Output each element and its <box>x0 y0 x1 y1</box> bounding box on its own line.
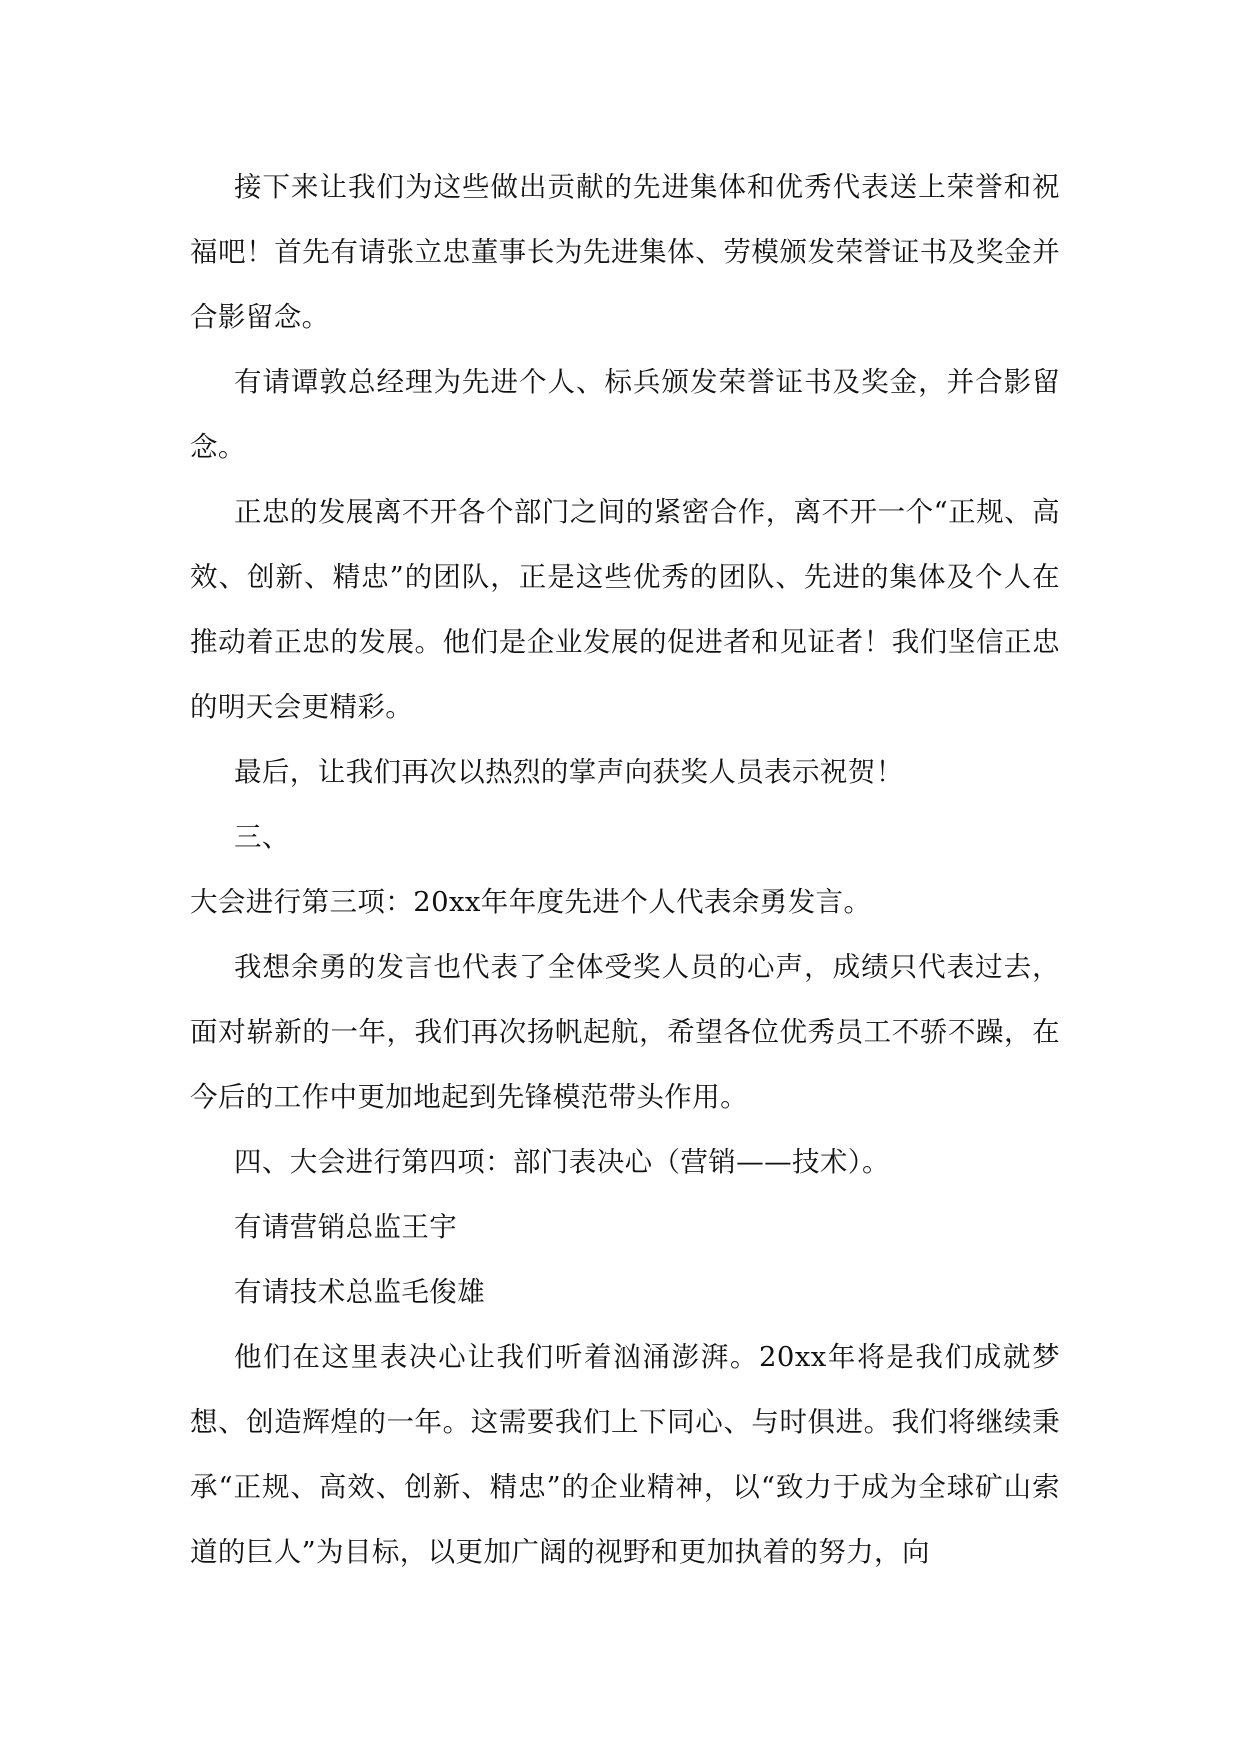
paragraph-applause: 最后，让我们再次以热烈的掌声向获奖人员表示祝贺！ <box>234 756 904 788</box>
paragraph-resolution: 他们在这里表决心让我们听着汹涌澎湃。20xx年将是我们成就梦想、创造辉煌的一年。这需要我们上下同心、与时俱进。我们将继续秉承“正规、高效、创新、精忠”的企业精神，以“致力于成为全球矿山索道的巨人”为目标，以更加广阔的视野和更加执着的努力，向 <box>190 1341 1060 1568</box>
paragraph-gm-awards: 有请谭敦总经理为先进个人、标兵颁发荣誉证书及奖金，并合影留念。 <box>190 366 1060 463</box>
paragraph-team-development: 正忠的发展离不开各个部门之间的紧密合作，离不开一个“正规、高效、创新、精忠”的团队，正是这些优秀的团队、先进的集体及个人在推动着正忠的发展。他们是企业发展的促进者和见证者！我们坚信正忠的明天会更精彩。 <box>190 496 1060 723</box>
paragraph-honors-intro: 接下来让我们为这些做出贡献的先进集体和优秀代表送上荣誉和祝福吧！首先有请张立忠董事长为先进集体、劳模颁发荣誉证书及奖金并合影留念。 <box>190 171 1060 333</box>
paragraph-item-four: 四、大会进行第四项：部门表决心（营销——技术）。 <box>234 1146 890 1178</box>
paragraph-tech-director: 有请技术总监毛俊雄 <box>234 1276 486 1308</box>
paragraph-marketing-director: 有请营销总监王宇 <box>234 1211 458 1243</box>
document-body <box>190 155 1060 1585</box>
section-heading-three: 三、 <box>234 821 290 853</box>
paragraph-speech-summary: 我想余勇的发言也代表了全体受奖人员的心声，成绩只代表过去，面对崭新的一年，我们再次扬帆起航，希望各位优秀员工不骄不躁，在今后的工作中更加地起到先锋模范带头作用。 <box>190 951 1060 1113</box>
paragraph-item-three: 大会进行第三项：20xx年年度先进个人代表余勇发言。 <box>190 886 872 918</box>
